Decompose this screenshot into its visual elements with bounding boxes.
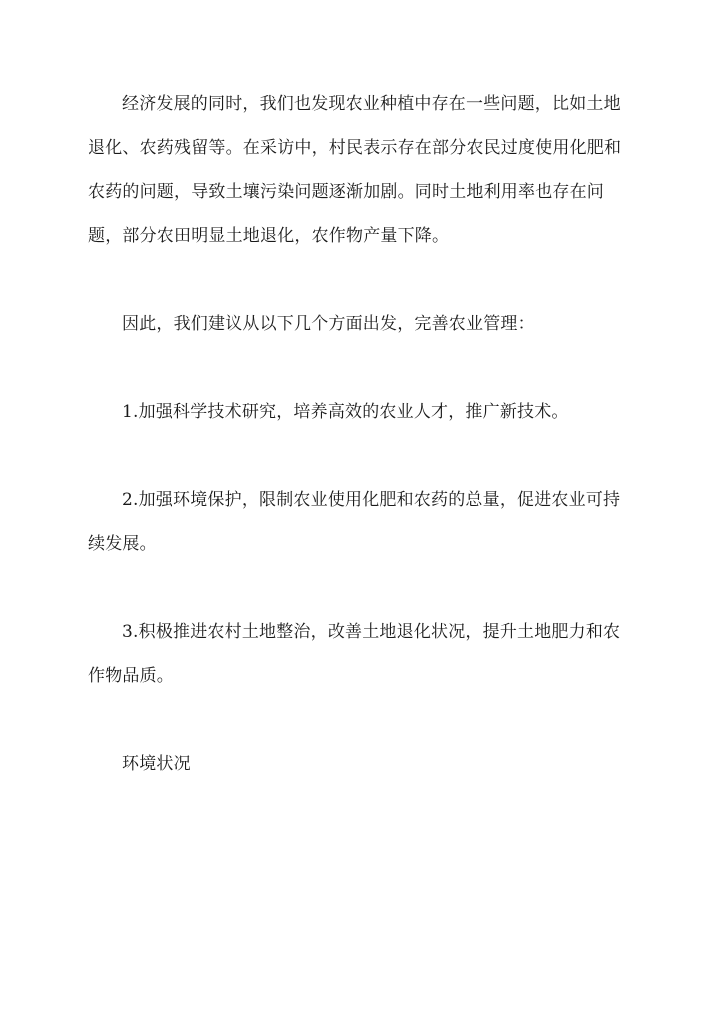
paragraph-recommendation-intro: 因此，我们建议从以下几个方面出发，完善农业管理： xyxy=(122,314,535,334)
list-item-environment-protection: 2.加强环境保护，限制农业使用化肥和农药的总量，促进农业可持续发展。 xyxy=(88,490,621,554)
list-item-technology: 1.加强科学技术研究，培养高效的农业人才，推广新技术。 xyxy=(122,402,569,422)
document-page xyxy=(88,82,636,786)
list-item-land-consolidation: 3.积极推进农村土地整治，改善土地退化状况，提升土地肥力和农作物品质。 xyxy=(88,622,621,686)
paragraph-agriculture-problems: 经济发展的同时，我们也发现农业种植中存在一些问题，比如土地退化、农药残留等。在采访中，村民表示存在部分农民过度使用化肥和农药的问题，导致土壤污染问题逐渐加剧。同时土地利用率也存在问题，部分农田明显土地退化，农作物产量下降。 xyxy=(88,94,622,246)
section-heading-environment: 环境状况 xyxy=(122,754,191,774)
